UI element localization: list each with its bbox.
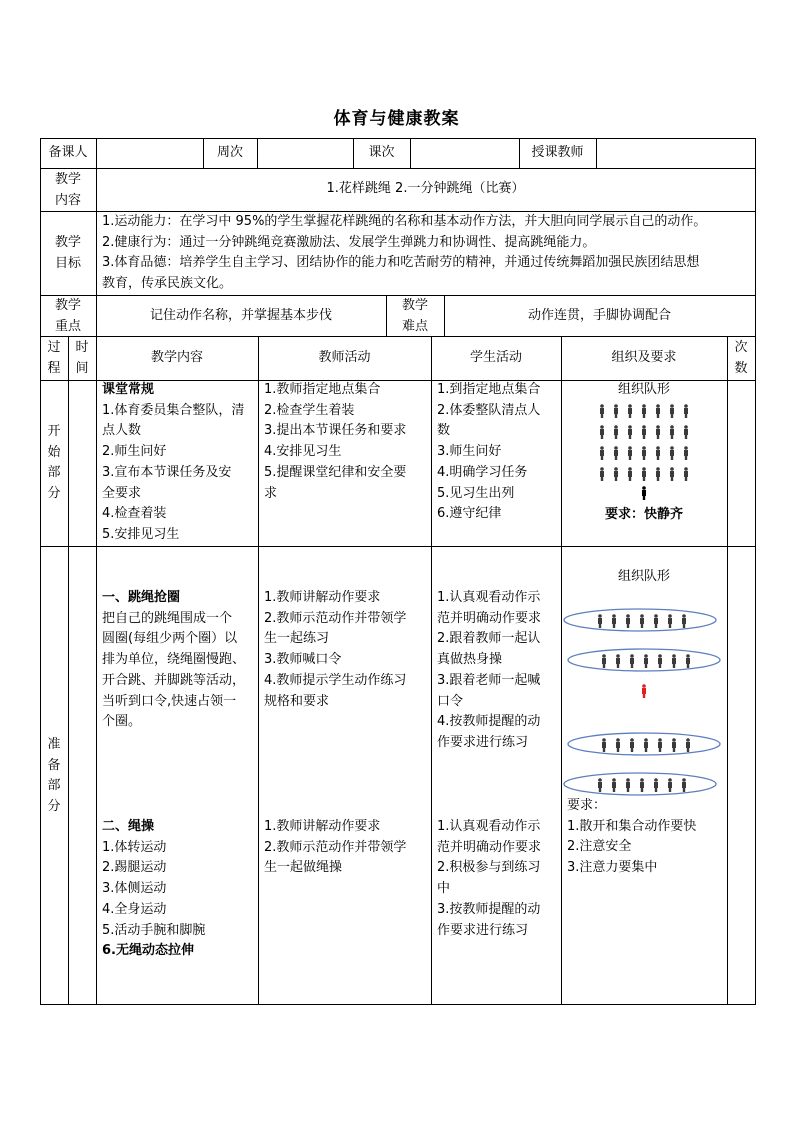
lesson-no-label: 课次: [368, 145, 395, 160]
student-figure: [658, 738, 662, 752]
student-figure: [670, 446, 674, 460]
prep-part1: 一、跳绳抢圈 把自己的跳绳围成一个 圆圈(每组少两个圈）以 排为单位，绕绳圈慢跑、 开合跳、并脚跳等活动， 当听到口令,快速占领一 个圈。: [102, 588, 258, 733]
student-figure: [630, 738, 634, 752]
content-text: 1.花样跳绳 2.一分钟跳绳（比赛）: [326, 181, 525, 196]
student-figure: [656, 425, 660, 439]
rope-grab-title: 一、跳绳抢圈: [102, 590, 181, 605]
student-figure: [656, 404, 660, 418]
start-formation: [600, 404, 688, 500]
student-figure: [642, 467, 646, 481]
student-figure: [602, 654, 606, 668]
start-org-requirement: 要求：快静齐: [604, 507, 683, 522]
col-time: 时 间: [75, 340, 89, 376]
key-points-label: 教学 重点: [54, 298, 81, 334]
student-figure: [656, 446, 660, 460]
student-figure: [684, 446, 688, 460]
student-figure: [600, 404, 604, 418]
student-figure: [600, 467, 604, 481]
col-content: 教学内容: [150, 350, 203, 365]
student-figure: [642, 425, 646, 439]
prep-teacher-activity-1: 1.教师讲解动作要求 2.教师示范动作并带领学 生一起练习 3.教师喊口令 4.教师提示学生动作练习 规格和要求: [264, 590, 407, 709]
objective-line: 2.健康行为：通过一分钟跳绳竞赛激励法、发展学生弹跳力和协调性、提高跳绳能力。: [102, 234, 596, 250]
student-figure: [616, 738, 620, 752]
col-student: 学生活动: [469, 350, 522, 365]
key-points-text: 记住动作名称，并掌握基本步伐: [149, 308, 332, 323]
teacher-figure: [642, 486, 646, 500]
prep-teacher-activity-2: 1.教师讲解动作要求 2.教师示范动作并带领学 生一起做绳操: [264, 819, 407, 876]
content-label: 教学 内容: [54, 172, 81, 208]
student-figure: [628, 467, 632, 481]
student-figure: [614, 425, 618, 439]
rope-exercise-title: 二、绳操: [102, 819, 155, 834]
start-org-title: 组织队形: [617, 382, 670, 397]
student-figure: [672, 654, 676, 668]
week-label: 周次: [216, 145, 243, 160]
start-student-activity: 1.到指定地点集合 2.体委整队清点人 数 3.师生问好 4.明确学习任务 5.见习生出列 6.遵守纪律: [437, 382, 541, 522]
student-figure: [598, 614, 602, 628]
start-teacher-activity: 1.教师指定地点集合 2.检查学生着装 3.提出本节课任务和要求 4.安排见习生 5.提醒课堂纪律和安全要 求: [264, 382, 407, 501]
student-figure: [668, 614, 672, 628]
student-figure: [642, 404, 646, 418]
student-figure: [654, 614, 658, 628]
student-figure: [672, 738, 676, 752]
col-times: 次 数: [734, 340, 748, 376]
preparer-label: 备课人: [48, 145, 88, 160]
student-figure: [682, 614, 686, 628]
student-figure: [616, 654, 620, 668]
student-figure: [684, 467, 688, 481]
student-figure: [670, 467, 674, 481]
start-section-label: 开 始 部 分: [47, 424, 61, 502]
col-organization: 组织及要求: [611, 350, 677, 365]
student-figure: [668, 778, 672, 792]
student-figure: [626, 778, 630, 792]
col-process: 过 程: [47, 340, 61, 376]
student-figure: [628, 446, 632, 460]
prep-section-label: 准 备 部 分: [47, 737, 61, 815]
objective-line: 1.运动能力：在学习中 95%的学生掌握花样跳绳的名称和基本动作方法，并大胆向同学展示自己的动作。: [102, 214, 707, 229]
prep-formation: [564, 609, 720, 795]
student-figure: [640, 614, 644, 628]
student-figure: [628, 425, 632, 439]
student-figure: [642, 446, 646, 460]
teacher-marker-figure: [642, 684, 646, 698]
student-figure: [614, 404, 618, 418]
student-figure: [686, 738, 690, 752]
student-figure: [656, 467, 660, 481]
student-figure: [670, 404, 674, 418]
student-figure: [598, 778, 602, 792]
student-figure: [644, 654, 648, 668]
student-figure: [612, 614, 616, 628]
student-figure: [612, 778, 616, 792]
student-figure: [630, 654, 634, 668]
student-figure: [614, 467, 618, 481]
difficulty-text: 动作连贯，手脚协调配合: [527, 308, 671, 323]
routine-title: 课堂常规: [102, 382, 155, 397]
prep-org-title: 组织队形: [617, 569, 670, 584]
teacher-label: 授课教师: [531, 145, 584, 160]
student-figure: [682, 778, 686, 792]
student-figure: [670, 425, 674, 439]
objective-line: 3.体育品德：培养学生自主学习、团结协作的能力和吃苦耐劳的精神，并通过传统舞蹈加强民族团结思想: [102, 255, 700, 271]
student-figure: [600, 446, 604, 460]
student-figure: [600, 425, 604, 439]
student-figure: [644, 738, 648, 752]
student-figure: [684, 425, 688, 439]
col-teacher: 教师活动: [318, 350, 371, 365]
prep-student-activity-1: 1.认真观看动作示 范并明确动作要求 2.跟着教师一起认 真做热身操 3.跟着老师一起喊 口令 4.按教师提醒的动 作要求进行练习: [437, 590, 542, 750]
student-figure: [640, 778, 644, 792]
student-figure: [658, 654, 662, 668]
student-figure: [602, 738, 606, 752]
prep-org-requirements: 要求： 1.散开和集合动作要快 2.注意安全 3.注意力要集中: [567, 798, 697, 876]
objective-line: 教育，传承民族文化。: [102, 276, 233, 292]
difficulty-label: 教学 难点: [401, 298, 428, 334]
prep-part2: 二、绳操 1.体转运动 2.踢腿运动 3.体侧运动 4.全身运动 5.活动手腕和脚腕 6.无绳动态拉伸: [102, 817, 258, 962]
objectives-label: 教学 目标: [54, 235, 81, 271]
student-figure: [628, 404, 632, 418]
page-title: 体育与健康教案: [333, 109, 460, 129]
prep-student-activity-2: 1.认真观看动作示 范并明确动作要求 2.积极参与到练习 中 3.按教师提醒的动 作要求进行练习: [437, 819, 542, 938]
student-figure: [614, 446, 618, 460]
start-content: 课堂常规 1.体育委员集合整队，清 点人数 2.师生问好 3.宣布本节课任务及安 全要求 4.检查着装 5.安排见习生: [102, 380, 258, 546]
student-figure: [626, 614, 630, 628]
student-figure: [654, 778, 658, 792]
student-figure: [686, 654, 690, 668]
student-figure: [684, 404, 688, 418]
